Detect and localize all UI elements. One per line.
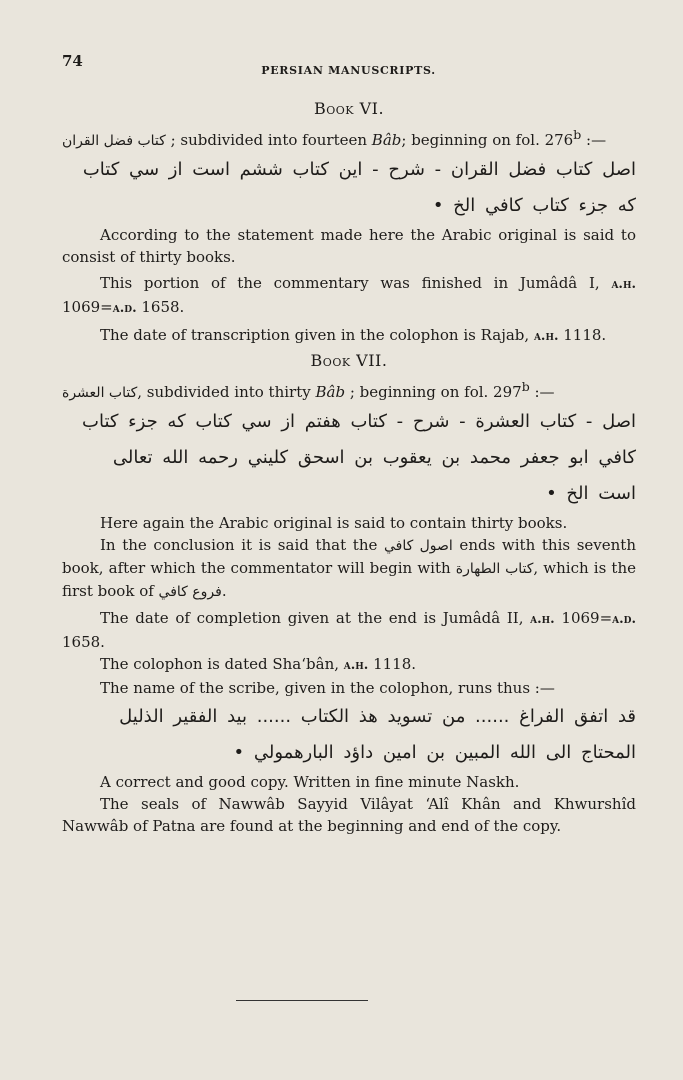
paragraph: According to the statement made here the Arabic original is said to consist of thirty books. [62, 226, 636, 266]
book-heading: Book VI. [313, 99, 385, 118]
book-intro: كتاب العشرة, subdivided into thirty Bâb ; beginning on fol. 297$^b$ :— [62, 379, 555, 401]
page-header [62, 52, 635, 76]
arabic-colophon-line: قد اتفق الفراغ ...... من تسويد هذ الكتاب ...... بيد الفقير الذليل [119, 706, 636, 727]
paragraph: The date of transcription given in the colophon is Rajab, a.h. 1118. [100, 326, 607, 344]
book-intro: كتاب فضل القران ; subdivided into fourteen Bâb; beginning on fol. 276$^b$ :— [62, 127, 607, 149]
arabic-incipit-line: كه جزء كتاب كافي الخ • [432, 195, 636, 216]
paragraph: The colophon is dated Sha‘bân, a.h. 1118. [100, 655, 417, 673]
arabic-incipit-line: اصل - كتاب العشرة - شرح - كتاب هفتم از سي كتاب كه جزء كتاب [82, 411, 636, 432]
arabic-title: كتاب فضل القران [62, 133, 166, 149]
arabic-incipit-line: اصل كتاب فضل القران - شرح - اين كتاب ششم است از سي كتاب [82, 159, 636, 180]
page-body [62, 96, 636, 837]
arabic-incipit-line: كافي ابو جعفر محمد بن يعقوب بن اسحق كليني رحمه الله تعالى [112, 447, 636, 468]
paragraph: The date of completion given at the end is Jumâdâ II, a.h. 1069=a.d. 1658. [62, 609, 636, 651]
page-number: 74 [62, 52, 83, 70]
arabic-incipit-line: است الخ • [546, 483, 636, 504]
arabic-colophon-line: المحتاج الى الله المبين بن امين داؤد البارهمولي • [233, 742, 636, 763]
book-heading: Book VII. [310, 351, 388, 370]
paragraph: A correct and good copy. Written in fine minute Naskh. [100, 773, 520, 791]
running-head: PERSIAN MANUSCRIPTS. [261, 64, 436, 77]
arabic-title: كتاب العشرة [62, 385, 138, 401]
paragraph: This portion of the commentary was finished in Jumâdâ I, a.h. 1069=a.d. 1658. [62, 274, 636, 316]
footer-rule [236, 1000, 368, 1001]
paragraph: The name of the scribe, given in the colophon, runs thus :— [100, 679, 555, 697]
paragraph: Here again the Arabic original is said to contain thirty books. [100, 514, 568, 532]
paragraph: In the conclusion it is said that the اصول كافي ends with this seventh book, after which the commentator will begin with كتاب الطهارة, which is the first book of فروع كافي. [62, 536, 636, 600]
paragraph: The seals of Nawwâb Sayyid Vilâyat ‘Alî Khân and Khwurshîd Nawwâb of Patna are found at the beginning and end of the copy. [62, 795, 636, 835]
